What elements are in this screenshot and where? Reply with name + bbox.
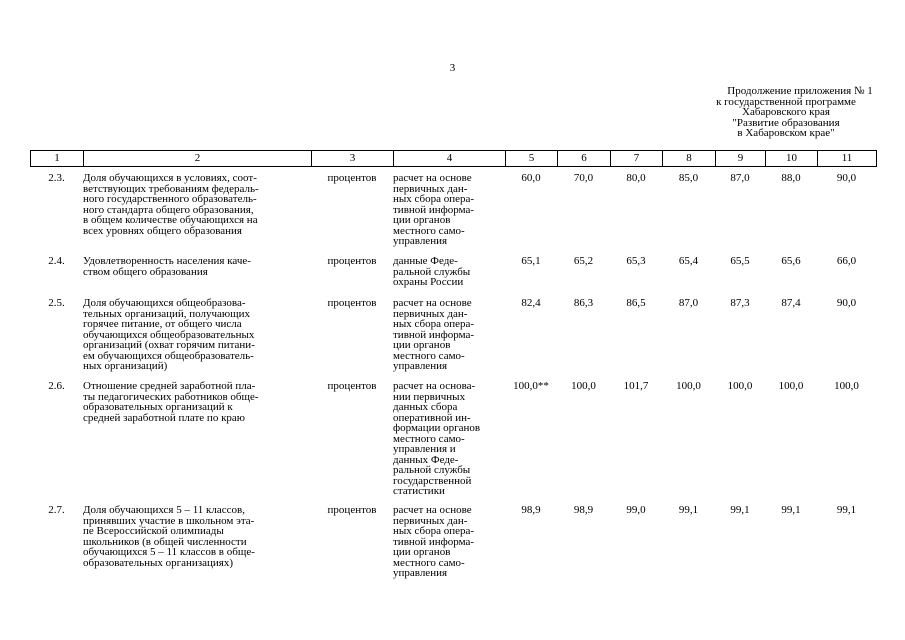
source-line: ции органов xyxy=(393,214,451,226)
indicator-name-line: ветствующих требованиям федераль- xyxy=(83,182,259,195)
indicator-name-line: пе Всероссийской олимпиады xyxy=(83,525,224,537)
indicator-name xyxy=(83,381,311,497)
source-line: ральной службы xyxy=(393,265,471,278)
value-cell: 65,1 xyxy=(521,255,541,267)
unit-cell: процентов xyxy=(327,172,377,184)
table-row xyxy=(30,173,876,247)
source-line: охраны России xyxy=(393,276,464,288)
source-line: ции органов xyxy=(393,339,451,351)
column-header: 6 xyxy=(558,151,611,167)
value-cell: 100,0 xyxy=(676,380,701,392)
row-number: 2.7. xyxy=(48,504,65,516)
source-line: расчет на основе xyxy=(393,297,472,309)
appendix-note-line: Продолжение приложения № 1 xyxy=(727,85,873,97)
value-cell: 100,0 xyxy=(834,380,859,392)
unit-cell: процентов xyxy=(327,255,377,267)
column-header: 10 xyxy=(766,151,818,167)
source-line: ции органов xyxy=(393,546,451,558)
value-cell: 82,4 xyxy=(521,297,541,309)
source-line: статистики xyxy=(393,485,445,497)
value-cell: 100,0 xyxy=(778,380,804,392)
value-cell: 87,0 xyxy=(678,297,699,309)
indicator-name-line: образовательных организациях) xyxy=(83,556,234,569)
indicator-name xyxy=(83,173,311,247)
source-line: первичных дан- xyxy=(393,307,468,320)
indicator-name-line: Отношение средней заработной пла- xyxy=(83,380,256,392)
value-cell: 65,3 xyxy=(626,255,646,267)
indicator-name-line: ем обучающихся общеобразователь- xyxy=(83,349,254,362)
appendix-note-line: Хабаровского края xyxy=(742,106,830,118)
value-cell: 60,0 xyxy=(521,172,541,184)
indicator-name xyxy=(83,256,311,288)
column-header: 7 xyxy=(611,151,663,167)
value-cell: 87,0 xyxy=(730,172,750,184)
row-number: 2.3. xyxy=(48,172,65,184)
source-line: тивной информа- xyxy=(393,535,475,548)
source-line: данные Феде- xyxy=(393,255,458,267)
unit-cell: процентов xyxy=(327,504,377,516)
column-header: 8 xyxy=(663,151,716,167)
value-cell: 86,3 xyxy=(573,297,594,309)
value-cell: 99,0 xyxy=(626,504,646,516)
column-header-row xyxy=(30,150,877,167)
row-number: 2.6. xyxy=(48,380,65,392)
column-header: 1 xyxy=(31,151,84,167)
source-cell xyxy=(393,256,505,288)
source-line: нии первичных xyxy=(393,390,466,403)
value-cell: 80,0 xyxy=(626,172,646,184)
source-line: ных сбора опера- xyxy=(393,193,475,205)
value-cell: 87,4 xyxy=(781,297,801,309)
row-number: 2.4. xyxy=(48,255,65,267)
value-cell: 70,0 xyxy=(573,172,594,184)
table-row xyxy=(30,298,876,372)
source-line: тивной информа- xyxy=(393,203,475,216)
table-row xyxy=(30,381,876,497)
source-line: местного само- xyxy=(393,556,465,569)
value-cell: 66,0 xyxy=(836,255,857,267)
source-line: ральной службы xyxy=(393,464,471,476)
value-cell: 87,3 xyxy=(730,297,750,309)
appendix-note-line: к государственной программе xyxy=(716,95,856,108)
value-cell: 65,4 xyxy=(678,255,699,267)
source-line: данных сбора xyxy=(393,401,458,413)
source-line: тивной информа- xyxy=(393,328,475,341)
source-line: первичных дан- xyxy=(393,514,468,527)
column-header: 11 xyxy=(818,151,877,167)
indicator-name-line: принявших участие в школьном эта- xyxy=(83,514,255,527)
value-cell: 86,5 xyxy=(626,297,646,309)
source-line: местного само- xyxy=(393,349,465,362)
value-cell: 101,7 xyxy=(623,380,649,392)
source-line: местного само- xyxy=(393,224,465,237)
indicator-name-line: ного стандарта общего образования, xyxy=(83,203,254,216)
value-cell: 99,1 xyxy=(836,504,857,516)
indicator-name-line: Доля обучающихся 5 – 11 классов, xyxy=(83,504,245,516)
value-cell: 99,1 xyxy=(678,504,699,516)
indicator-name xyxy=(83,505,311,579)
source-line: управления xyxy=(393,360,448,372)
indicator-name-line: тельных организаций, получающих xyxy=(83,307,250,320)
value-cell: 100,0 xyxy=(571,380,596,392)
indicator-name-line: Доля обучающихся в условиях, соот- xyxy=(83,172,257,184)
column-header: 4 xyxy=(394,151,506,167)
unit-cell: процентов xyxy=(327,297,377,309)
appendix-note xyxy=(688,86,884,139)
source-line: первичных дан- xyxy=(393,182,468,195)
source-line: данных Феде- xyxy=(393,453,459,466)
value-cell: 65,5 xyxy=(730,255,750,267)
source-cell xyxy=(393,298,505,372)
value-cell: 98,9 xyxy=(521,504,541,516)
source-line: управления и xyxy=(393,443,456,455)
value-cell: 85,0 xyxy=(678,172,699,184)
value-cell: 65,6 xyxy=(781,255,801,267)
indicator-name-line: Удовлетворенность населения каче- xyxy=(83,255,251,267)
value-cell: 99,1 xyxy=(781,504,801,516)
source-line: ных сбора опера- xyxy=(393,525,475,537)
indicator-name-line: ного государственного образователь- xyxy=(83,193,257,205)
indicator-name-line: в общем количестве обучающихся на xyxy=(83,214,258,226)
indicator-name-line: организаций (охват горячим питани- xyxy=(83,339,255,351)
indicator-name-line: школьников (в общей численности xyxy=(83,535,247,548)
source-line: оперативной ин- xyxy=(393,411,471,424)
column-header: 3 xyxy=(312,151,394,167)
source-line: местного само- xyxy=(393,432,465,445)
indicator-name-line: обучающихся общеобразовательных xyxy=(83,328,255,341)
column-header: 5 xyxy=(506,151,558,167)
value-cell: 98,9 xyxy=(573,504,594,516)
source-cell xyxy=(393,505,505,579)
source-line: расчет на основе xyxy=(393,172,472,184)
indicator-name-line: ных организаций) xyxy=(83,360,168,372)
source-line: управления xyxy=(393,567,448,579)
column-header: 9 xyxy=(716,151,766,167)
appendix-note-line: "Развитие образования xyxy=(732,116,840,129)
table-row xyxy=(30,256,876,288)
source-line: расчет на основа- xyxy=(393,380,476,392)
value-cell: 99,1 xyxy=(730,504,750,516)
source-cell xyxy=(393,381,505,497)
source-cell xyxy=(393,173,505,247)
indicator-name-line: средней заработной плате по краю xyxy=(83,411,246,424)
indicator-name-line: ством общего образования xyxy=(83,265,208,278)
value-cell: 90,0 xyxy=(836,172,857,184)
source-line: ных сбора опера- xyxy=(393,318,475,330)
value-cell: 100,0** xyxy=(513,380,549,392)
indicator-name-line: всех уровнях общего образования xyxy=(83,224,242,237)
table-row xyxy=(30,505,876,579)
value-cell: 88,0 xyxy=(781,172,801,184)
value-cell: 90,0 xyxy=(836,297,857,309)
source-line: государственной xyxy=(393,474,472,487)
source-line: формации органов xyxy=(393,422,481,434)
indicator-name-line: горячее питание, от общего числа xyxy=(83,318,242,330)
source-line: расчет на основе xyxy=(393,504,472,516)
appendix-note-line: в Хабаровском крае" xyxy=(737,127,835,139)
source-line: управления xyxy=(393,235,448,247)
page-number: 3 xyxy=(449,62,456,74)
value-cell: 100,0 xyxy=(727,380,753,392)
indicator-name-line: Доля обучающихся общеобразова- xyxy=(83,297,246,309)
unit-cell: процентов xyxy=(327,380,377,392)
indicator-name xyxy=(83,298,311,372)
indicator-name-line: ты педагогических работников обще- xyxy=(83,390,259,403)
row-number: 2.5. xyxy=(48,297,65,309)
value-cell: 65,2 xyxy=(573,255,594,267)
column-header: 2 xyxy=(84,151,312,167)
indicator-name-line: образовательных организаций к xyxy=(83,401,233,413)
indicator-name-line: обучающихся 5 – 11 классов в обще- xyxy=(83,546,255,558)
